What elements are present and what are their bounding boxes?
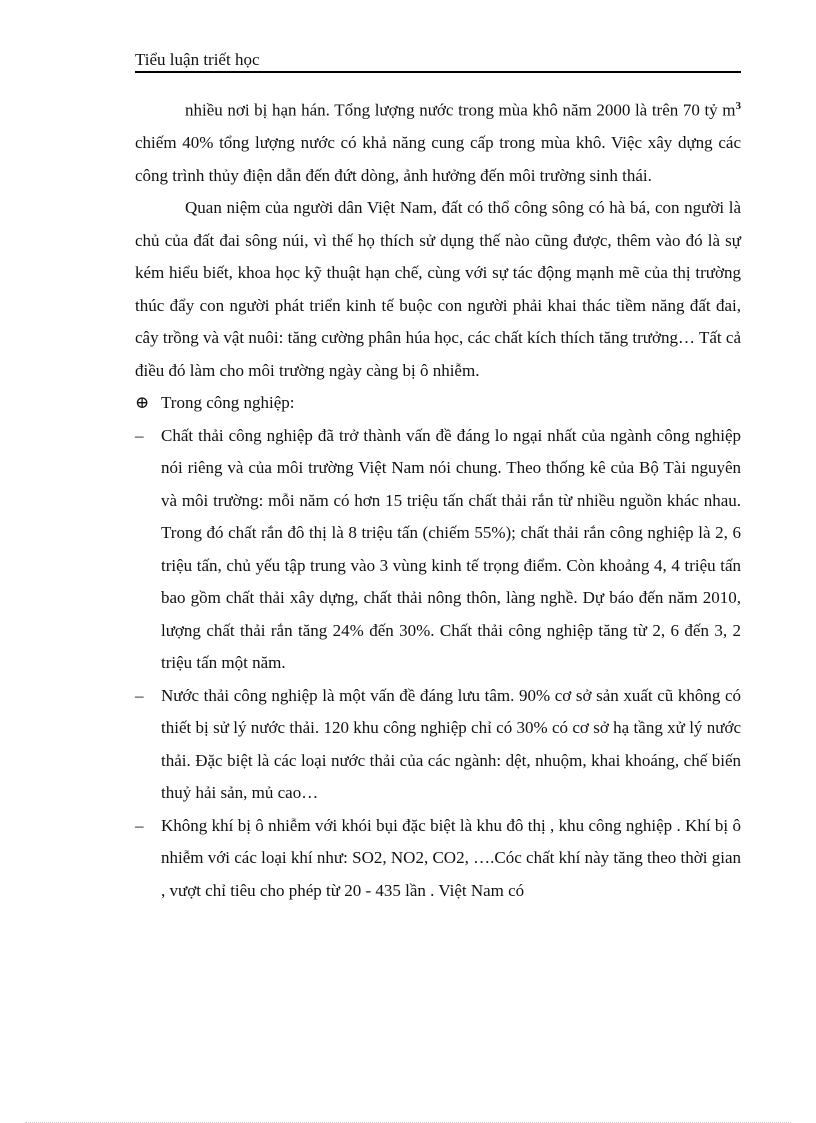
paragraph-water-drought (135, 90, 741, 192)
section-title: Trong công nghiệp: (161, 393, 295, 413)
page-header (135, 50, 741, 73)
paragraph-text: nhiều nơi bị hạn hán. Tổng lượng nước trong mùa khô năm 2000 là trên 70 tỷ m (185, 100, 736, 120)
list-item-text: Không khí bị ô nhiễm với khói bụi đặc biệt là khu đô thị , khu công nghiệp . Khí bị ô nhiễm với các loại khí như: SO2, NO2, CO2, ….Cóc chất khí này tăng theo thời gian , vượt chỉ tiêu cho phép từ 20 - 435 lần . Việt Nam có (161, 815, 741, 900)
circled-plus-icon: ⊕ (135, 393, 150, 413)
header-title: Tiểu luận triết học (135, 50, 260, 69)
dash-bullet: – (135, 685, 144, 705)
paragraph-text: chiếm 40% tổng lượng nước có khả năng cung cấp trong mùa khô. Việc xây dựng các công trình thủy điện dẫn đến đứt dòng, ảnh hưởng đến môi trường sinh thái. (135, 133, 741, 185)
list-item-text: Chất thải công nghiệp đã trở thành vấn đề đáng lo ngại nhất của ngành công nghiệp nói riêng và của môi trường Việt Nam nói chung. Theo thống kê của Bộ Tài nguyên và môi trường: mỗi năm có hơn 15 triệu tấn chất thải rắn từ nhiều nguồn khác nhau. Trong đó chất rắn đô thị là 8 triệu tấn (chiếm 55%); chất thải rắn công nghiệp là 2, 6 triệu tấn, chủ yếu tập trung vào 3 vùng kinh tế trọng điểm. Còn khoảng 4, 4 triệu tấn bao gồm chất thải xây dựng, chất thải nông thôn, làng nghề. Dự báo đến năm 2010, lượng chất thải rắn tăng 24% đến 30%. Chất thải công nghiệp tăng từ 2, 6 đến 3, 2 triệu tấn một năm. (161, 425, 741, 673)
document-body (135, 90, 741, 907)
dash-bullet: – (135, 425, 144, 445)
list-item (135, 420, 741, 680)
section-heading (135, 387, 741, 420)
list-item-text: Nước thải công nghiệp là một vấn đề đáng lưu tâm. 90% cơ sở sản xuất cũ không có thiết bị sử lý nước thải. 120 khu công nghiệp chỉ có 30% có cơ sở hạ tầng xử lý nước thải. Đặc biệt là các loại nước thải của các ngành: dệt, nhuộm, khai khoáng, chế biến thuỷ hải sản, mủ cao… (161, 685, 741, 803)
list-item (135, 810, 741, 908)
list-item (135, 680, 741, 810)
paragraph-public-perception: Quan niệm của người dân Việt Nam, đất có thổ công sông có hà bá, con người là chủ của đất đai sông núi, vì thế họ thích sử dụng thế nào cũng được, thêm vào đó là sự kém hiểu biết, khoa học kỹ thuật hạn chế, cùng với sự tác động mạnh mẽ của thị trường thúc đẩy con người phát triển kinh tế buộc con người phải khai thác tiềm năng đất đai, cây trồng và vật nuôi: tăng cường phân húa học, các chất kích thích tăng trưởng… Tất cả điều đó làm cho môi trường ngày càng bị ô nhiễm. (135, 198, 741, 380)
dash-bullet: – (135, 815, 144, 835)
superscript: 3 (735, 100, 741, 112)
